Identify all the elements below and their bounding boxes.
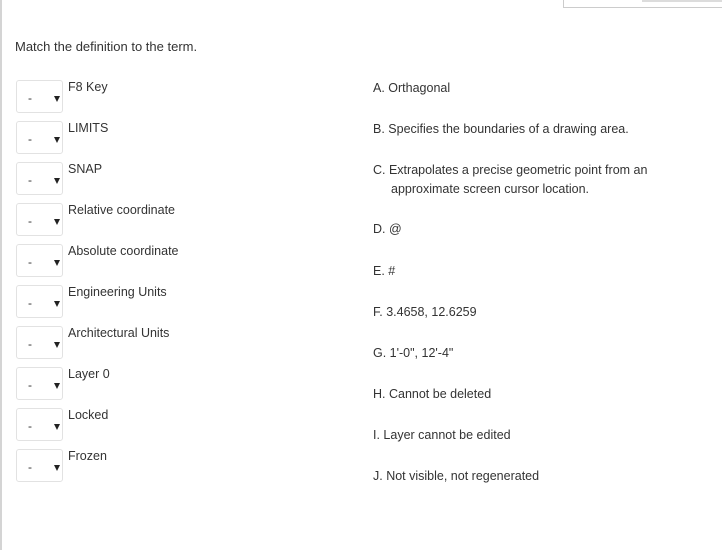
chevron-down-icon: [54, 96, 60, 102]
select-value: -: [28, 255, 32, 269]
answer-select[interactable]: [16, 326, 63, 359]
answer-select[interactable]: [16, 285, 63, 318]
definition-b: B. Specifies the boundaries of a drawing area.: [373, 122, 629, 136]
definition-f: F. 3.4658, 12.6259: [373, 305, 477, 319]
top-toolbar-box: [563, 0, 722, 8]
chevron-down-icon: [54, 301, 60, 307]
answer-select[interactable]: [16, 80, 63, 113]
definition-c-line-2: approximate screen cursor location.: [391, 182, 590, 196]
select-value: -: [28, 173, 32, 187]
chevron-down-icon: [54, 465, 60, 471]
select-value: -: [28, 132, 32, 146]
select-value: -: [28, 419, 32, 433]
term-label: Architectural Units: [68, 326, 170, 340]
select-value: -: [28, 460, 32, 474]
question-instruction: Match the definition to the term.: [15, 39, 198, 54]
answer-select[interactable]: [16, 449, 63, 482]
chevron-down-icon: [54, 137, 60, 143]
chevron-down-icon: [54, 424, 60, 430]
select-value: -: [28, 378, 32, 392]
definition-h: H. Cannot be deleted: [373, 387, 492, 401]
term-label: SNAP: [68, 162, 103, 176]
select-value: -: [28, 214, 32, 228]
answer-select[interactable]: [16, 121, 63, 154]
definition-e: E. #: [373, 264, 396, 278]
term-label: F8 Key: [68, 80, 108, 94]
definition-j: J. Not visible, not regenerated: [373, 469, 540, 483]
definition-d: D. @: [373, 222, 402, 236]
definition-i: I. Layer cannot be edited: [373, 428, 511, 442]
answer-select[interactable]: [16, 203, 63, 236]
chevron-down-icon: [54, 383, 60, 389]
chevron-down-icon: [54, 342, 60, 348]
answer-select[interactable]: [16, 367, 63, 400]
term-label: LIMITS: [68, 121, 109, 135]
answer-select[interactable]: [16, 162, 63, 195]
definition-g: G. 1'-0", 12'-4": [373, 346, 454, 360]
term-label: Layer 0: [68, 367, 110, 381]
term-label: Engineering Units: [68, 285, 167, 299]
chevron-down-icon: [54, 260, 60, 266]
select-value: -: [28, 296, 32, 310]
term-label: Frozen: [68, 449, 107, 463]
term-label: Relative coordinate: [68, 203, 176, 217]
definition-c-line-1: C. Extrapolates a precise geometric point from an: [373, 163, 648, 177]
select-value: -: [28, 91, 32, 105]
answer-select[interactable]: [16, 408, 63, 441]
definition-a: A. Orthagonal: [373, 81, 451, 95]
term-label: Absolute coordinate: [68, 244, 179, 258]
chevron-down-icon: [54, 178, 60, 184]
top-toolbar-fill: [642, 0, 722, 2]
chevron-down-icon: [54, 219, 60, 225]
select-value: -: [28, 337, 32, 351]
term-label: Locked: [68, 408, 109, 422]
answer-select[interactable]: [16, 244, 63, 277]
definition-c: [373, 161, 693, 199]
